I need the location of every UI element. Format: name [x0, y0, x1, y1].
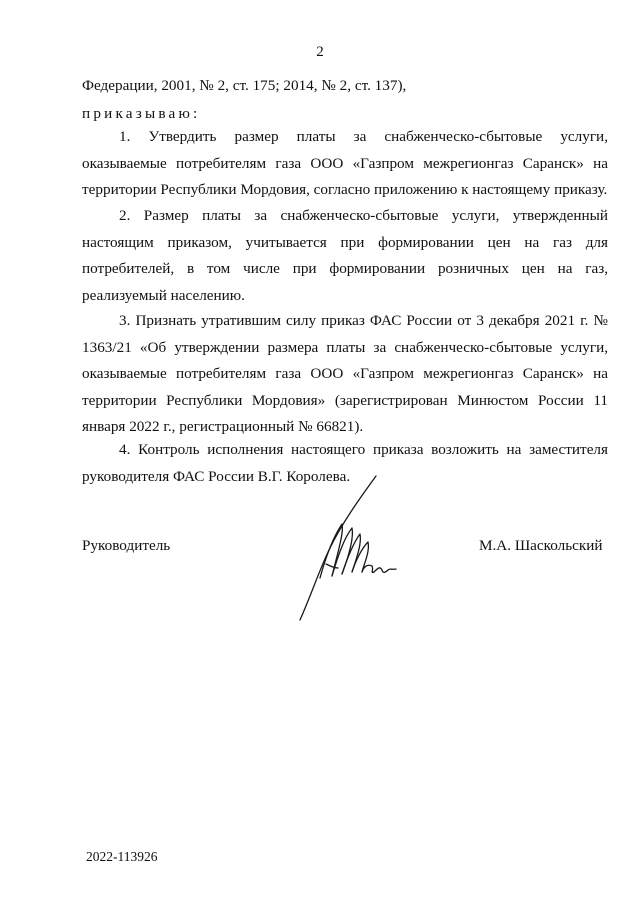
signatory-name: М.А. Шаскольский [479, 537, 603, 554]
paragraph-3: 3. Признать утратившим силу приказ ФАС России от 3 декабря 2021 г. № 1363/21 «Об утверждении размера платы за снабженческо-сбытовые услуги, оказываемые потребителям газа ООО «Газпром межрегионгаз Саранск» на территории Республики Мордовия» (зарегистрирован Минюстом России 11 января 2022 г., регистрационный № 66821). [82, 312, 608, 435]
intro-line: Федерации, 2001, № 2, ст. 175; 2014, № 2, ст. 137), [82, 77, 407, 94]
paragraph-1: 1. Утвердить размер платы за снабженческо-сбытовые услуги, оказываемые потребителям газа ООО «Газпром межрегионгаз Саранск» на территории Республики Мордовия, согласно приложению к настоящему приказу. [82, 128, 608, 198]
signatory-role: Руководитель [82, 537, 171, 554]
handwritten-signature [290, 468, 400, 628]
page-number: 2 [316, 44, 324, 60]
paragraph-2: 2. Размер платы за снабженческо-сбытовые услуги, утвержденный настоящим приказом, учитывается при формировании цен на газ для потребителей, в том числе при формировании розничных цен на газ, реализуемый населению. [82, 207, 608, 304]
paragraph-4: 4. Контроль исполнения настоящего приказа возложить на заместителя руководителя ФАС России В.Г. Королева. [82, 441, 608, 485]
order-word: приказываю: [82, 105, 201, 122]
registration-number: 2022-113926 [86, 849, 158, 864]
